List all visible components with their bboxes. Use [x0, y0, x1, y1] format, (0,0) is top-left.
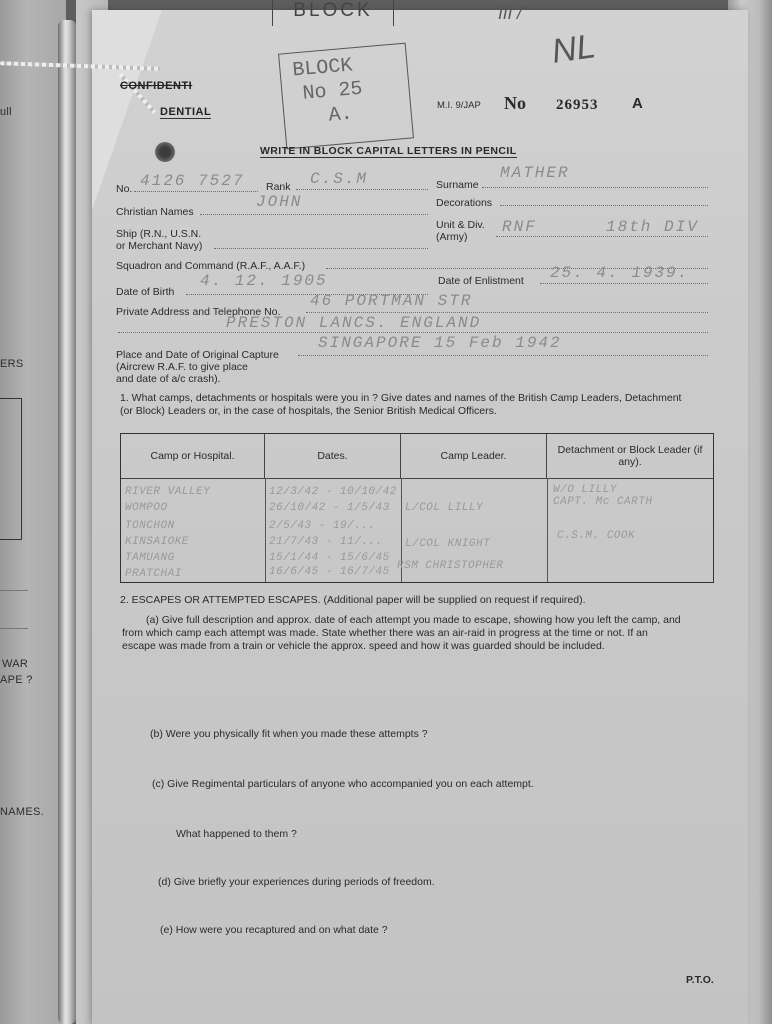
block-stamp: [278, 43, 414, 150]
stamp-line: No 25: [301, 77, 364, 106]
christian-names-label: Christian Names: [116, 206, 194, 218]
stamp-line: A.: [327, 102, 354, 128]
stamp-line: BLOCK: [291, 54, 354, 83]
table-cell-dates: 15/1/44 - 15/6/45: [269, 552, 390, 564]
dob-value: 4. 12. 1905: [200, 272, 328, 290]
top-block-tab: BLOCK: [272, 0, 394, 26]
capture-value: SINGAPORE 15 Feb 1942: [318, 334, 562, 352]
form-reference: M.I. 9/JAP: [437, 100, 481, 111]
unit-value: RNF: [502, 218, 537, 236]
document-number: 26953: [556, 97, 599, 113]
surname-value: MATHER: [500, 164, 570, 182]
camps-table: [120, 433, 714, 583]
question-2e-text: (e) How were you recaptured and on what date ?: [160, 924, 388, 936]
question-2a-text: (a) Give full description and approx. date of each attempt you made to escape, showing how you left the camp, and: [146, 614, 681, 626]
capture-label: (Aircrew R.A.F. to give place: [116, 361, 248, 373]
christian-names-value: JOHN: [256, 193, 303, 211]
enlistment-label: Date of Enlistment: [438, 275, 524, 287]
dotted-line: [500, 205, 708, 206]
capture-label: and date of a/c crash).: [116, 373, 221, 385]
capture-label: Place and Date of Original Capture: [116, 349, 279, 361]
decorations-label: Decorations: [436, 197, 493, 209]
confidential-mark: DENTIAL: [160, 106, 212, 118]
table-cell-block: CAPT. Mc CARTH: [553, 496, 653, 508]
left-line: [0, 590, 28, 591]
question-2d-text: (d) Give briefly your experiences during periods of freedom.: [158, 876, 435, 888]
binder-rod: [58, 20, 76, 1024]
surname-label: Surname: [436, 179, 479, 191]
table-cell-dates: 2/5/43 - 19/...: [269, 520, 376, 532]
table-header-rule: [121, 478, 713, 479]
table-cell-camp: TAMUANG: [125, 552, 175, 564]
question-1-text: 1. What camps, detachments or hospitals were you in ? Give dates and names of the British Camp Leaders, Detachment: [120, 392, 682, 404]
top-scribble: III /: [498, 4, 522, 23]
unit-label: (Army): [436, 231, 468, 243]
table-column-rule: [265, 478, 266, 582]
left-fragment-ers: ERS: [0, 358, 24, 370]
enlistment-value: 25. 4. 1939.: [550, 264, 690, 282]
confidential-mark: CONFIDENTI: [120, 80, 193, 92]
question-2a-text: escape was made from a train or vehicle the approx. speed and how it was guarded should be included.: [122, 640, 605, 652]
division-value: 18th DIV: [606, 218, 699, 236]
question-2b-text: (b) Were you physically fit when you made these attempts ?: [150, 728, 428, 740]
dotted-line: [482, 187, 708, 188]
ship-label: or Merchant Navy): [116, 240, 203, 252]
instruction-heading: WRITE IN BLOCK CAPITAL LETTERS IN PENCIL: [260, 145, 517, 157]
left-fragment-ape: APE ?: [0, 674, 33, 686]
table-cell-camp: PRATCHAI: [125, 568, 182, 580]
service-number-value: 4126 7527: [140, 172, 245, 190]
left-box: [0, 398, 22, 540]
unit-label: Unit & Div.: [436, 219, 485, 231]
document-number-suffix: A: [632, 95, 643, 112]
table-cell-dates: 21/7/43 - 11/...: [269, 536, 383, 548]
table-header: Dates.: [265, 434, 401, 478]
question-2c-text: (c) Give Regimental particulars of anyone who accompanied you on each attempt.: [152, 778, 534, 790]
table-header: Camp Leader.: [401, 434, 547, 478]
table-header: Detachment or Block Leader (if any).: [557, 444, 703, 468]
pto-label: P.T.O.: [686, 974, 714, 986]
question-2c-followup: What happened to them ?: [176, 828, 297, 840]
dotted-line: [118, 332, 708, 333]
dotted-line: [214, 248, 428, 249]
table-cell-camp: TONCHON: [125, 520, 175, 532]
question-2a-text: from which camp each attempt was made. State whether there was an air-raid in progress at the time or not. If an: [122, 627, 648, 639]
table-cell-leader: L/COL KNIGHT: [405, 538, 491, 550]
table-cell-camp: WOMPOO: [125, 502, 168, 514]
dotted-line: [540, 283, 708, 284]
number-symbol: No: [504, 93, 526, 113]
signature: NL: [549, 27, 598, 71]
dotted-line: [200, 214, 428, 215]
left-fragment-names: NAMES.: [0, 806, 44, 818]
table-cell-camp: RIVER VALLEY: [125, 486, 211, 498]
table-cell-block: W/O LILLY: [553, 484, 617, 496]
address-line-2: PRESTON LANCS. ENGLAND: [226, 314, 482, 332]
table-cell-block: C.S.M. COOK: [557, 530, 636, 542]
no-label: No.: [116, 183, 133, 195]
left-fragment-war: WAR: [2, 658, 29, 670]
left-fragment-ull: ull: [0, 106, 12, 118]
question-1-text: (or Block) Leaders or, in the case of hospitals, the Senior British Medical Officers.: [120, 405, 497, 417]
dotted-line: [298, 355, 708, 356]
left-line: [0, 628, 28, 629]
table-cell-camp: KINSAIOKE: [125, 536, 189, 548]
table-cell-dates: 26/10/42 - 1/5/43: [269, 502, 390, 514]
dotted-line: [134, 191, 258, 192]
table-cell-dates: 12/3/42 - 10/10/42: [269, 486, 397, 498]
punch-hole: [155, 142, 175, 162]
address-label: Private Address and Telephone No.: [116, 306, 281, 318]
squadron-label: Squadron and Command (R.A.F., A.A.F.): [116, 260, 306, 272]
table-column-rule: [547, 478, 548, 582]
table-header: Camp or Hospital.: [121, 434, 265, 478]
table-cell-dates: 16/6/45 - 16/7/45: [269, 566, 390, 578]
rank-label: Rank: [266, 181, 291, 193]
question-2-title: 2. ESCAPES OR ATTEMPTED ESCAPES. (Additional paper will be supplied on request if required).: [120, 594, 586, 606]
table-cell-leader: RSM CHRISTOPHER: [397, 560, 504, 572]
dob-label: Date of Birth: [116, 286, 175, 298]
address-line-1: 46 PORTMAN STR: [310, 292, 473, 310]
dotted-line: [306, 312, 708, 313]
dotted-line: [296, 189, 428, 190]
ship-label: Ship (R.N., U.S.N.: [116, 228, 202, 240]
table-cell-leader: L/COL LILLY: [405, 502, 484, 514]
dotted-line: [496, 236, 708, 237]
rank-value: C.S.M: [310, 170, 369, 188]
